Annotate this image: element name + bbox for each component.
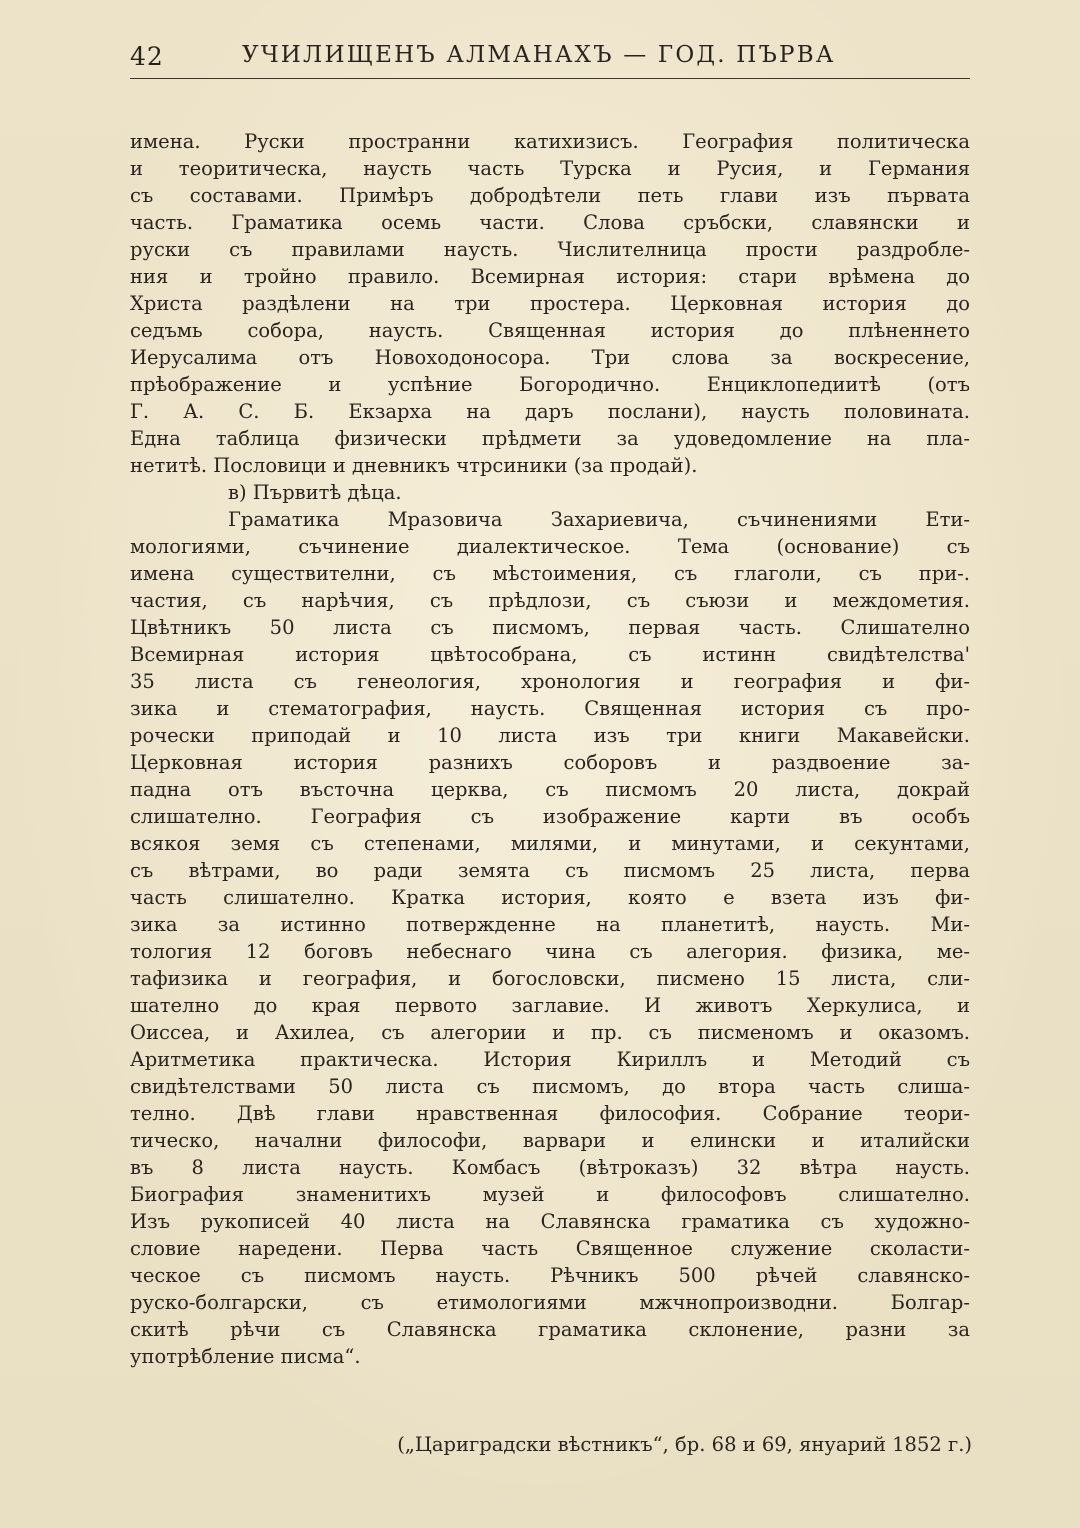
text-line: съ вѣтрами, во ради земята съ писмомъ 25 листа, перва <box>130 859 970 882</box>
text-line: имена существителни, съ мѣстоимения, съ глаголи, съ при-. <box>130 562 970 585</box>
text-line: скитѣ рѣчи съ Славянска граматика склонение, разни за <box>130 1318 970 1341</box>
text-line: зика и стематография, наусть. Священная история съ про- <box>130 697 970 720</box>
text-line: съ составами. Примѣръ добродѣтели петь глави изъ първата <box>130 184 970 207</box>
text-line: Граматика Мразовича Захариевича, съчинениями Ети- <box>228 508 970 531</box>
text-line: словие наредени. Перва часть Священное служение сколасти- <box>130 1237 970 1260</box>
text-line: падна отъ въсточна церква, съ писмомъ 20 листа, докрай <box>130 778 970 801</box>
body-text <box>130 128 970 1370</box>
text-line: Христа раздѣлени на три простера. Церковная история до <box>130 292 970 315</box>
text-line: ческое съ писмомъ наусть. Рѣчникъ 500 рѣчей славянско- <box>130 1264 970 1287</box>
text-line: мологиями, съчинение диалектическое. Тема (основание) съ <box>130 535 970 558</box>
text-line: Всемирная история цвѣтособрана, съ истинн свидѣтелства' <box>130 643 970 666</box>
text-line: рочески приподай и 10 листа изъ три книги Макавейски. <box>130 724 970 747</box>
text-line: свидѣтелствами 50 листа съ писмомъ, до втора часть слиша- <box>130 1075 970 1098</box>
text-line: Биография знаменитихъ музей и философовъ слишателно. <box>130 1183 970 1206</box>
text-line: нетитѣ. Пословици и дневникъ чтрсиники (за продай). <box>130 454 698 477</box>
text-line: зика за истинно потвержденне на планетитѣ, наусть. Ми- <box>130 913 970 936</box>
text-line: тическо, начални философи, варвари и елински и италийски <box>130 1129 970 1152</box>
text-line: телно. Двѣ глави нравственная философия. Собрание теори- <box>130 1102 970 1125</box>
text-line: тология 12 боговъ небеснаго чина съ алегория. физика, ме- <box>130 940 970 963</box>
text-line: Г. А. С. Б. Екзарха на даръ послани), наусть половината. <box>130 400 970 423</box>
text-line: седъмь собора, наусть. Священная история до плѣненнето <box>130 319 970 342</box>
text-line: шателно до края первото заглавие. И животъ Херкулиса, и <box>130 994 970 1017</box>
source-citation: („Цариградски вѣстникъ“, бр. 68 и 69, януарий 1852 г.) <box>397 1433 972 1456</box>
text-line: употрѣбление писма“. <box>130 1345 361 1368</box>
text-line: руско-болгарски, съ етимологиями мжчнопроизводни. Болгар- <box>130 1291 970 1314</box>
text-line: ния и тройно правило. Всемирная история: стари врѣмена до <box>130 265 970 288</box>
text-line: слишателно. География съ изображение карти въ особъ <box>130 805 970 828</box>
text-line: Церковная история разнихъ соборовъ и раздвоение за- <box>130 751 970 774</box>
text-line: Изъ рукописей 40 листа на Славянска граматика съ художно- <box>130 1210 970 1233</box>
text-line: Иерусалима отъ Новоходоносора. Три слова за воскресение, <box>130 346 970 369</box>
text-line: Една таблица физически прѣдмети за удоведомление на пла- <box>130 427 970 450</box>
text-line: Аритметика практическа. История Кириллъ и Методий съ <box>130 1048 970 1071</box>
text-line: и теоритическа, наусть часть Турска и Русия, и Германия <box>130 157 970 180</box>
text-line: руски съ правилами наусть. Числителница прости раздробле- <box>130 238 970 261</box>
text-line: 35 листа съ генеология, хронология и география и фи- <box>130 670 970 693</box>
text-line: всякоя земя съ степенами, милями, и минутами, и секунтами, <box>130 832 970 855</box>
text-line: тафизика и география, и богословски, писмено 15 листа, сли- <box>130 967 970 990</box>
section-subheading: в) Първитѣ дѣца. <box>228 481 402 504</box>
text-line: прѣображение и успѣние Богородично. Енциклопедиитѣ (отъ <box>130 373 970 396</box>
text-line: Оиссеа, и Ахилеа, съ алегории и пр. съ писменомъ и оказомъ. <box>130 1021 970 1044</box>
running-title: УЧИЛИЩЕНЪ АЛМАНАХЪ — ГОД. ПЪРВА <box>242 42 836 68</box>
text-line: имена. Руски пространни катихизисъ. География политическа <box>130 130 970 153</box>
header-rule <box>130 78 970 79</box>
text-line: въ 8 листа наусть. Комбасъ (вѣтроказъ) 32 вѣтра наусть. <box>130 1156 970 1179</box>
page-header <box>130 40 970 80</box>
text-line: Цвѣтникъ 50 листа съ писмомъ, первая часть. Слишателно <box>130 616 970 639</box>
text-line: часть слишателно. Кратка история, която е взета изъ фи- <box>130 886 970 909</box>
text-line: часть. Граматика осемь части. Слова сръбски, славянски и <box>130 211 970 234</box>
text-line: частия, съ нарѣчия, съ прѣдлози, съ съюзи и междометия. <box>130 589 970 612</box>
page-number: 42 <box>130 42 164 71</box>
